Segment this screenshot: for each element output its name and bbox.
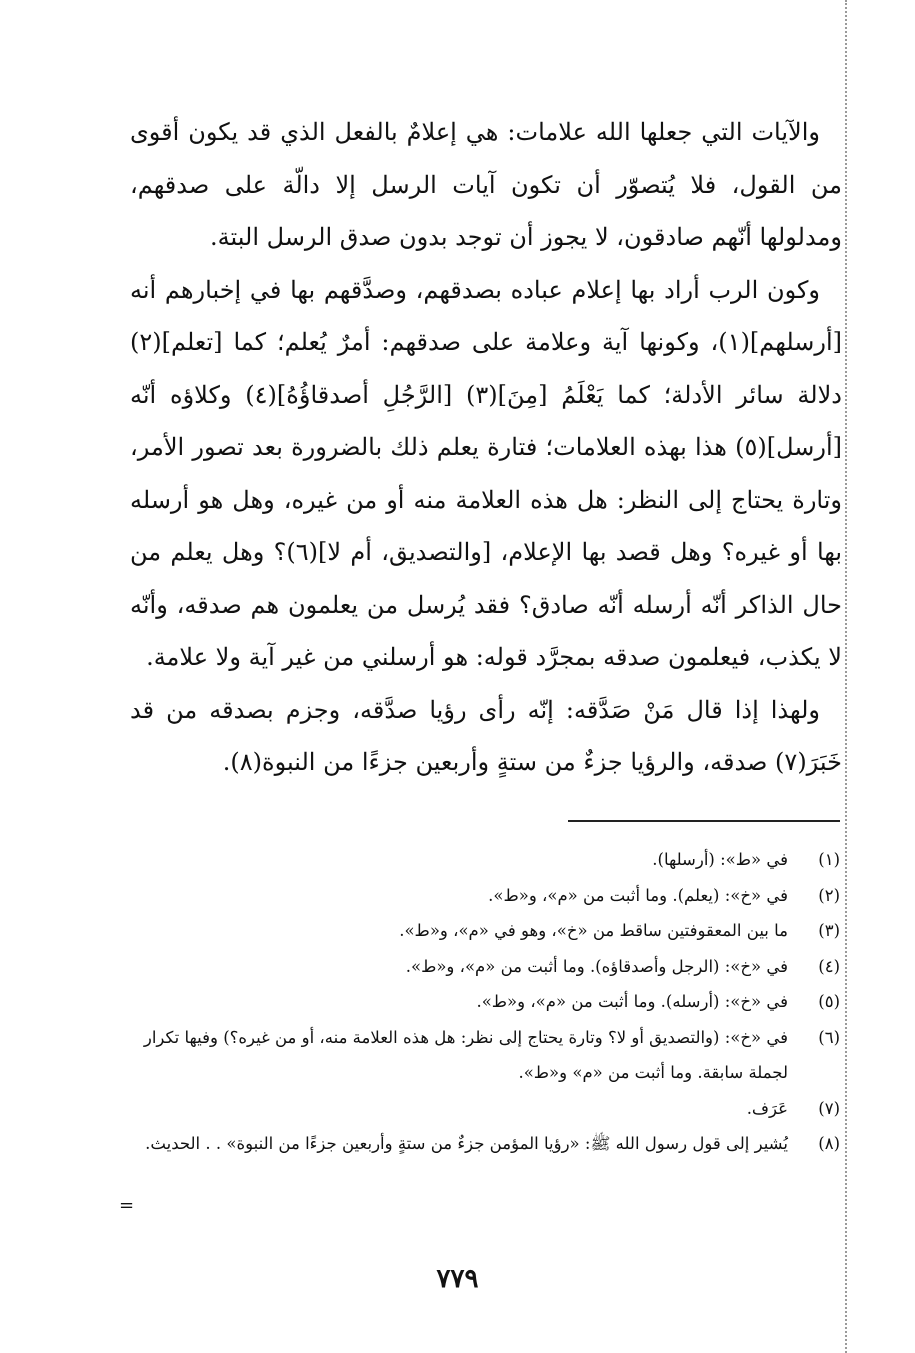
footnote-text: في «خ»: (والتصديق أو لا؟ وتارة يحتاج إلى نظر: هل هذه العلامة منه، أو من غيره؟) وفيها تكرار لجملة سابقة. وما أثبت من «م» و«ط».: [143, 1027, 788, 1082]
footnote-text: في «ط»: (أرسلها).: [652, 850, 788, 869]
footnote-item: [110, 949, 840, 985]
footnote-text: في «خ»: (الرجل وأصدقاؤه). وما أثبت من «م»، و«ط».: [405, 956, 788, 976]
footnote-item: [110, 1091, 840, 1127]
footnote-text: في «خ»: (يعلم). وما أثبت من «م»، و«ط».: [488, 885, 788, 905]
footnote-text: يُشير إلى قول رسول الله ﷺ: «رؤيا المؤمن جزءٌ من ستةٍ وأربعين جزءًا من النبوة» . . الحديث.: [145, 1134, 788, 1153]
footnote-item: [110, 1020, 840, 1091]
footnote-number: (٦): [818, 1027, 840, 1047]
footnote-number: (١): [818, 850, 840, 869]
footnote-separator: [568, 820, 840, 822]
footnotes-section: [110, 842, 840, 1162]
footnote-text: في «خ»: (أرسله). وما أثبت من «م»، و«ط».: [476, 992, 788, 1011]
paragraph-1: والآيات التي جعلها الله علامات: هي إعلامٌ بالفعل الذي قد يكون أقوى من القول، فلا يُتصوّر أن تكون آيات الرسل إلا دالّة على صدقهم، ومدلولها أنّهم صادقون، لا يجوز أن توجد بدون صدق الرسل البتة.: [130, 118, 842, 251]
paragraph-2: وكون الرب أراد بها إعلام عباده بصدقهم، وصدَّقهم بها في إخبارهم أنه [أرسلهم](١)، وكونها آية وعلامة على صدقهم: أمرٌ يُعلم؛ كما [تعلم](٢) دلالة سائر الأدلة؛ كما يَعْلَمُ [مِنَ](٣) [الرَّجُلِ أصدقاؤُهُ](٤) وكلاؤه أنّه [أرسل](٥) هذا بهذه العلامات؛ فتارة يعلم ذلك بالضرورة بعد تصور الأمر، وتارة يحتاج إلى النظر: هل هذه العلامة منه أو من غيره، وهل هو أرسله بها أو غيره؟ وهل قصد بها الإعلام، [والتصديق، أم لا](٦)؟ وهل يعلم من حال الذاكر أنّه أرسله أنّه صادق؟ فقد يُرسل من يعلمون هم صدقه، وأنّه لا يكذب، فيعلمون صدقه بمجرَّد قوله: هو أرسلني من غير آية ولا علامة.: [130, 275, 842, 671]
footnote-item: [110, 842, 840, 878]
footnote-text: عَرَف.: [746, 1098, 788, 1118]
paragraph-3: ولهذا إذا قال مَنْ صَدَّقه: إنّه رأى رؤيا صدَّقه، وجزم بصدقه من قد خَبَرَ(٧) صدقه، والرؤيا جزءٌ من ستةٍ وأربعين جزءًا من النبوة(٨).: [130, 695, 842, 776]
footnote-text: ما بين المعقوفتين ساقط من «خ»، وهو في «م»، و«ط».: [399, 921, 788, 940]
footnote-item: [110, 984, 840, 1020]
footnote-number: (٤): [818, 956, 840, 976]
binding-edge-dotted-line: [845, 0, 847, 1353]
footnote-continuation-mark: =: [119, 1195, 135, 1216]
footnote-item: [110, 1126, 840, 1162]
footnote-number: (٥): [818, 992, 840, 1011]
page-number: ٧٧٩: [436, 1264, 479, 1294]
footnote-number: (٨): [818, 1134, 840, 1153]
footnote-number: (٢): [818, 885, 840, 905]
footnote-item: [110, 878, 840, 914]
main-text-body: [130, 106, 842, 789]
footnote-item: [110, 913, 840, 949]
footnote-number: (٧): [818, 1098, 840, 1118]
footnote-number: (٣): [818, 921, 840, 940]
